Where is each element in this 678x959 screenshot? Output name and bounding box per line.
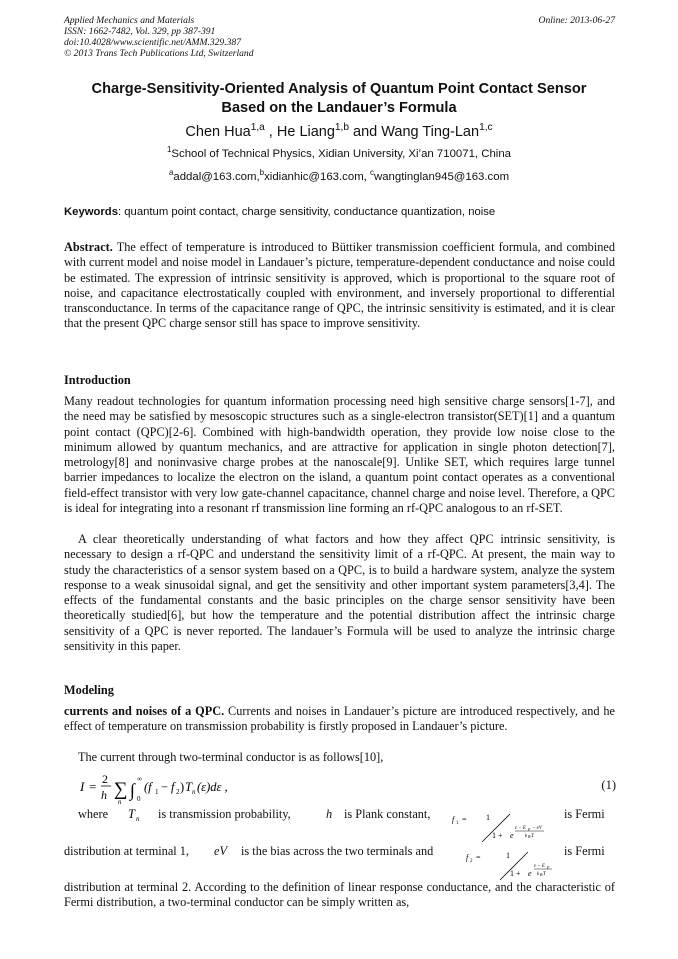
svg-text:1: 1 <box>506 851 510 860</box>
subsection-label: currents and noises of a QPC. <box>64 704 225 718</box>
svg-text:): ) <box>180 780 185 794</box>
svg-text:∑: ∑ <box>114 779 128 800</box>
symbol-Tn <box>128 805 148 823</box>
svg-text:T: T <box>128 807 135 821</box>
title-line-1: Charge-Sensitivity-Oriented Analysis of Quantum Point Contact Sensor <box>91 81 587 97</box>
online-date: Online: 2013-06-27 <box>538 15 615 26</box>
svg-text:−: − <box>161 780 169 794</box>
keywords-label: Keywords <box>64 206 118 218</box>
intro-paragraph-1: Many readout technologies for quantum information processing need high sensitive charge sensors[1-7], and the need may be satisfied by mesoscopic structures such as a single-electron transistor(SET)[1] and a quantum point contact (QPC)[2-6]. Combined with high-bandwidth operation, they provide low noise close to the minimum allowed by quantum mechanics, and are attractive for application in single photon detection[7], metrology[8] and noninvasive charge probes at the nanoscale[9]. Unlike SET, which requires large tunnel barrier impedances to localize the electron on the island, a quantum point contact operates as a conventional field-effect transistor with very low gate-channel capacitance, channel charge and noise level. Therefore, a QPC is ideal for integrating into a resonant rf transmission line forming an rf-QPC analogous to an rf-SET. <box>64 394 615 516</box>
author-sep-1: , <box>264 124 277 140</box>
svg-text:=: = <box>89 779 97 794</box>
abstract <box>64 240 615 332</box>
dist1-fermi-text: is Fermi <box>564 844 605 858</box>
symbol-h: h <box>326 807 333 821</box>
svg-text:B: B <box>528 834 531 839</box>
where-word: where <box>78 807 109 821</box>
modeling-paragraph-2: The current through two-terminal conductor is as follows[10], <box>78 750 384 764</box>
email-b: xidianhic@163.com, <box>264 171 371 183</box>
svg-text:1: 1 <box>155 788 159 796</box>
svg-text:k: k <box>537 872 540 877</box>
author-list <box>60 124 618 140</box>
svg-text:T: T <box>531 834 534 839</box>
affiliation-sup: 1 <box>166 145 172 155</box>
modeling-paragraph-1 <box>64 704 615 735</box>
author-1-sup: 1,a <box>250 122 265 134</box>
svg-text:ε − E: ε − E <box>534 864 545 869</box>
author-1: Chen Hua <box>185 124 251 140</box>
email-a-sup: a <box>168 168 174 178</box>
svg-text:F: F <box>547 865 550 870</box>
svg-text:e: e <box>510 831 514 840</box>
symbol-eV: eV <box>214 844 227 858</box>
svg-text:B: B <box>540 872 543 877</box>
svg-text:n: n <box>192 788 196 796</box>
issn-line: ISSN: 1662-7482, Vol. 329, pp 387-391 <box>64 26 216 37</box>
svg-text:n: n <box>136 815 140 823</box>
fermi-f2-formula <box>466 846 566 880</box>
email-a: addal@163.com, <box>173 171 260 183</box>
author-emails <box>60 168 618 183</box>
dist1-bias-text: is the bias across the two terminals and <box>241 844 434 858</box>
fermi-f1-formula <box>452 808 552 842</box>
svg-text:1 +: 1 + <box>510 869 521 878</box>
svg-text:(f: (f <box>144 780 152 794</box>
svg-text:T: T <box>185 780 192 794</box>
where-plank-text: is Plank constant, <box>344 807 431 821</box>
author-3: Wang Ting-Lan <box>381 124 480 140</box>
svg-text:∫: ∫ <box>130 780 135 800</box>
svg-text:f: f <box>171 780 175 794</box>
svg-text:f: f <box>452 815 455 824</box>
svg-text:ε − E: ε − E <box>515 826 526 831</box>
modeling-paragraph-1-text: Currents and noises in Landauer’s picture are introduced respectively, and he effect of temperature on transmission probability is firstly proposed in Landauer’s picture. <box>64 704 615 734</box>
email-c-sup: c <box>370 168 374 178</box>
svg-text:1 +: 1 + <box>492 831 503 840</box>
section-heading-introduction: Introduction <box>64 373 131 387</box>
svg-text:k: k <box>525 834 528 839</box>
journal-name: Applied Mechanics and Materials <box>64 15 195 26</box>
equation-1-number: (1) <box>601 778 616 792</box>
svg-text:n: n <box>118 798 122 806</box>
keywords-text: : quantum point contact, charge sensitivity, conductance quantization, noise <box>118 206 496 218</box>
svg-text:1: 1 <box>486 813 490 822</box>
keywords <box>64 206 616 218</box>
svg-text:(ε)dε ,: (ε)dε , <box>197 780 228 794</box>
abstract-text: The effect of temperature is introduced to Büttiker transmission coefficient formula, and combined with current model and noise model in Landauer’s picture, temperature-dependent conductance and noise could be estimated. The expression of intrinsic sensitivity is approved, which is proportional to the square root of noise, and capacitance electrostatically coupled with environment, and inversely proportional to differential transconductance. In terms of the capacitance range of QPC, the intrinsic sensitivity is estimated, and it is clear that the present QPC charge sensor still has space to improve sensitivity. <box>64 240 615 331</box>
email-c: wangtinglan945@163.com <box>374 171 510 183</box>
svg-text:2: 2 <box>470 859 473 864</box>
svg-text:− eV: − eV <box>532 826 542 831</box>
svg-text:=: = <box>476 853 481 862</box>
author-2-sup: 1,b <box>334 122 349 134</box>
equation-1-formula <box>80 768 280 808</box>
affiliation <box>60 145 618 160</box>
affiliation-text: School of Technical Physics, Xidian University, Xi’an 710071, China <box>171 148 512 160</box>
svg-text:0: 0 <box>137 795 141 803</box>
paper-title <box>60 80 618 118</box>
author-3-sup: 1,c <box>479 122 493 134</box>
abstract-label: Abstract. <box>64 240 113 254</box>
svg-text:1: 1 <box>456 821 459 826</box>
dist1-text: distribution at terminal 1, <box>64 844 189 858</box>
svg-text:e: e <box>528 869 532 878</box>
svg-text:T: T <box>543 872 546 877</box>
svg-text:F: F <box>528 827 531 832</box>
svg-text:2: 2 <box>176 788 180 796</box>
author-sep-2: and <box>349 124 382 140</box>
title-line-2: Based on the Landauer’s Formula <box>221 100 457 116</box>
where-fermi-text: is Fermi <box>564 807 605 821</box>
copyright-line: © 2013 Trans Tech Publications Ltd, Switzerland <box>64 48 254 59</box>
svg-text:=: = <box>462 815 467 824</box>
author-2: He Liang <box>276 124 335 140</box>
section-heading-modeling: Modeling <box>64 683 114 697</box>
svg-text:2: 2 <box>102 772 108 786</box>
svg-text:f: f <box>466 853 469 862</box>
where-transmission-text: is transmission probability, <box>158 807 291 821</box>
svg-text:∞: ∞ <box>137 775 142 783</box>
email-b-sup: b <box>259 168 265 178</box>
svg-text:I: I <box>80 779 85 794</box>
intro-paragraph-2: A clear theoretically understanding of what factors and how they affect QPC intrinsic sensitivity, is necessary to design a rf-QPC and understand the sensitivity limit of a rf-QPC. At present, the main way to study the characteristics of a sensor system based on a QPC, is to build a hardware system, analyze the system response to a weak sinusoidal signal, and get the sensitivity and other important system parameters[3,4]. The effects of the fundamental constants and the basic principles on the charge sensor sensitivity have been theoretically studied[6], but how the temperature and the potential distribution affect the intrinsic charge sensitivity of a QPC is never reported. The landauer’s Formula will be used to analyze the intrinsic charge sensitivity in this paper. <box>64 532 615 654</box>
journal-header <box>64 15 615 59</box>
modeling-paragraph-3: distribution at terminal 2. According to the definition of linear response conductance, and the characteristic of Fermi distribution, a two-terminal conductor can be simply written as, <box>64 880 615 910</box>
svg-text:h: h <box>101 788 107 802</box>
doi-line: doi:10.4028/www.scientific.net/AMM.329.387 <box>64 37 242 48</box>
equation-1 <box>80 768 616 808</box>
